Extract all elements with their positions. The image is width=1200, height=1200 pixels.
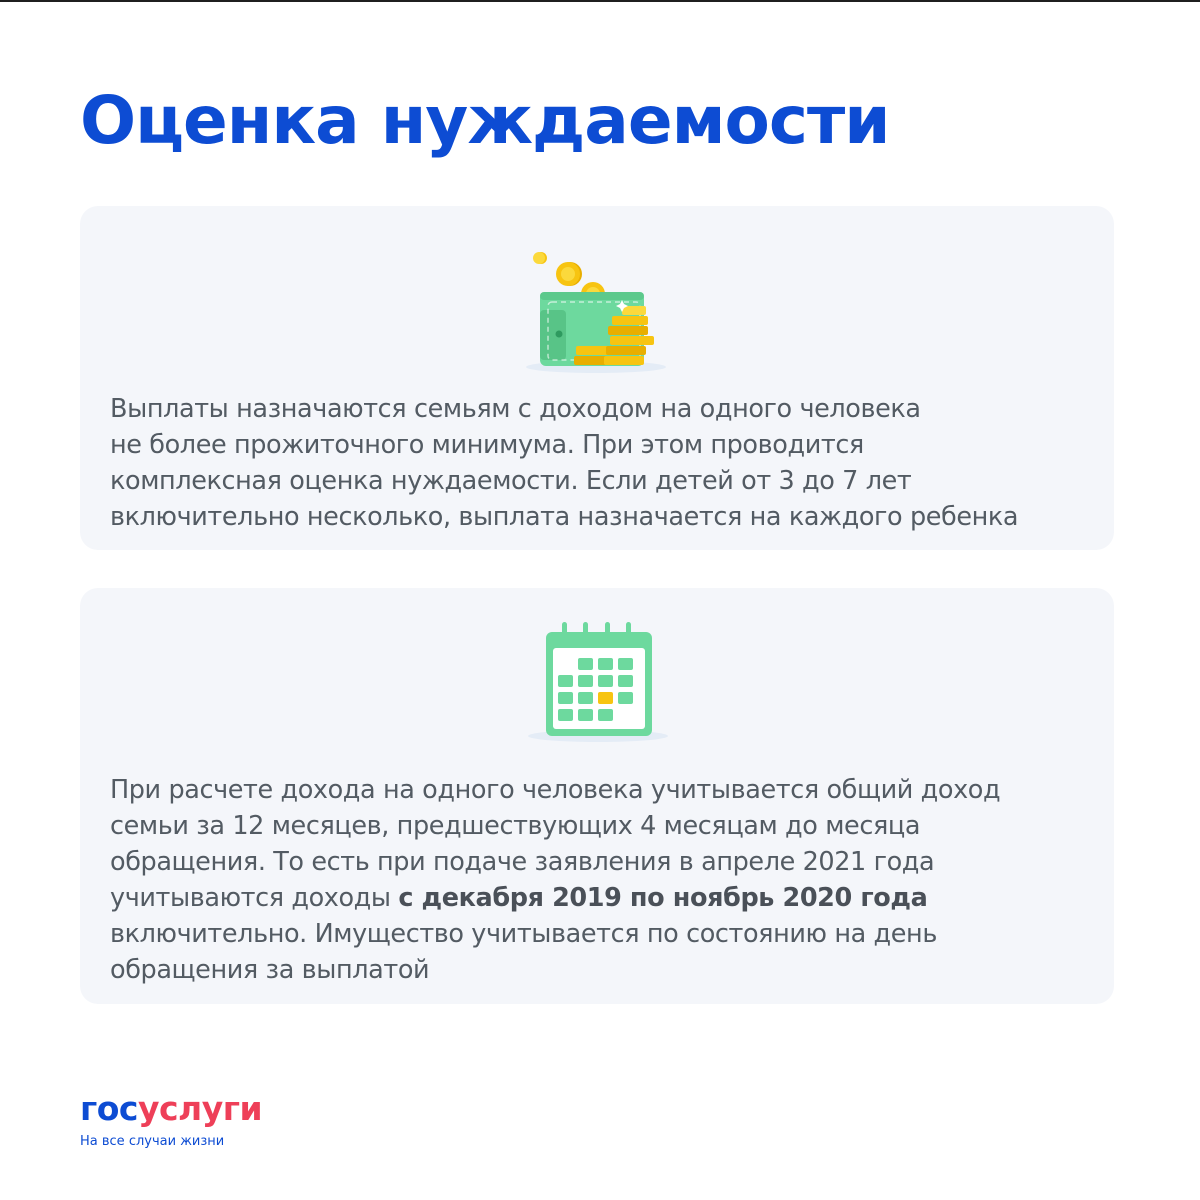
page-title: Оценка нуждаемости [80, 82, 890, 159]
info-card-income [80, 588, 1114, 1004]
text-line: комплексная оценка нуждаемости. Если детей от 3 до 7 лет [110, 466, 912, 496]
text-line: Выплаты назначаются семьям с доходом на одного человека [110, 394, 921, 424]
logo-wordmark [80, 1089, 263, 1128]
logo-tagline: На все случаи жизни [80, 1134, 225, 1149]
wallet-coins-icon [526, 242, 676, 378]
text-line [110, 880, 1084, 916]
highlighted-period: с декабря 2019 по ноябрь 2020 года [398, 883, 928, 913]
text-line: обращения за выплатой [110, 955, 430, 985]
text-line: семьи за 12 месяцев, предшествующих 4 месяцам до месяца [110, 811, 921, 841]
logo-part-red: услуги [137, 1089, 263, 1128]
top-border-line [0, 0, 1200, 2]
text-line: При расчете дохода на одного человека учитывается общий доход [110, 775, 1001, 805]
gosuslugi-logo [80, 1089, 263, 1149]
logo-part-blue: гос [80, 1089, 138, 1128]
calendar-icon [526, 622, 676, 746]
text-line: не более прожиточного минимума. При этом проводится [110, 430, 864, 460]
text-line: включительно несколько, выплата назначается на каждого ребенка [110, 502, 1019, 532]
text-line-prefix: учитываются доходы [110, 883, 399, 913]
text-line: включительно. Имущество учитывается по состоянию на день [110, 919, 937, 949]
text-line: обращения. То есть при подаче заявления в апреле 2021 года [110, 847, 935, 877]
card-text [110, 391, 1084, 535]
card-text [110, 772, 1084, 988]
info-card-payments [80, 206, 1114, 550]
